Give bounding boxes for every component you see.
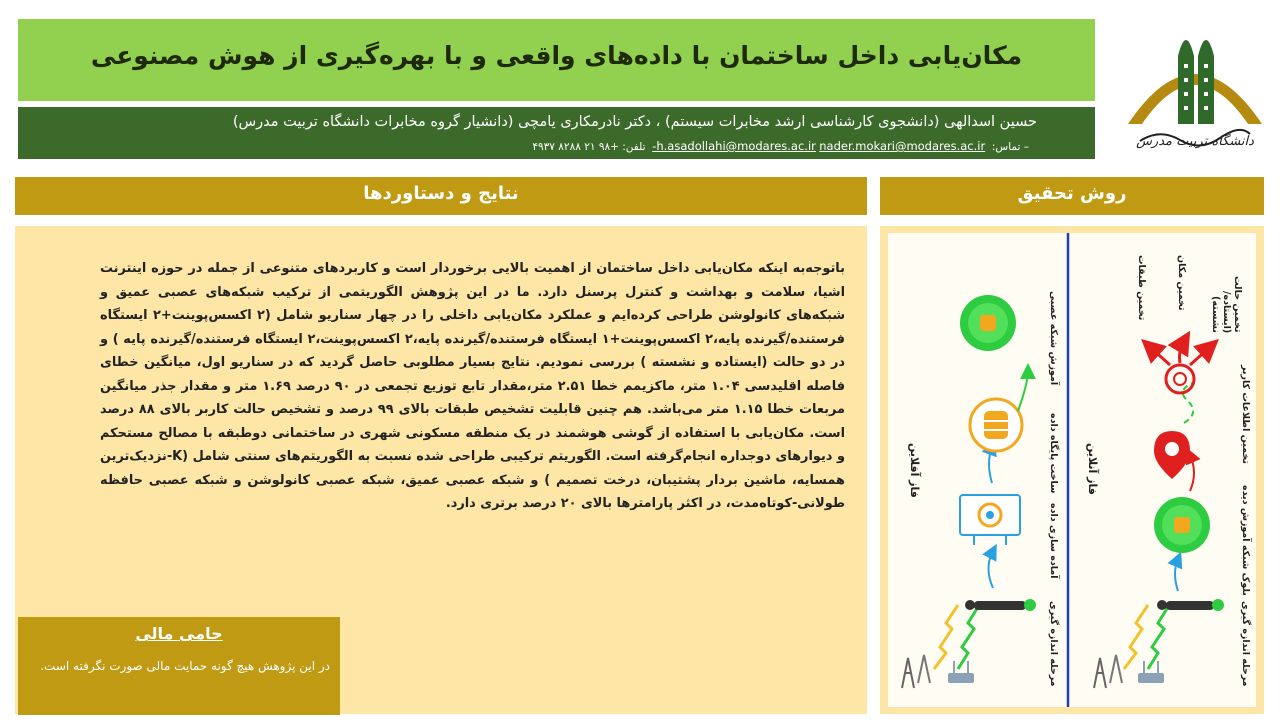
online-arrow-1 [1175,559,1178,591]
contact-line [532,139,1029,153]
email-link-mokari[interactable]: nader.mokari@modares.ac.ir- [652,139,986,153]
university-logo [1120,16,1270,158]
funding-box [18,617,340,715]
results-body: باتوجه‌به اینکه مکان‌یابی داخل ساختمان از اهمیت بالایی برخوردار است و کاربردهای متنوعی از جمله در حوزه اینترنت اشیا، سلامت و بهداشت و کنترل پرسنل دارد. ما در این پژوهش الگوریتمی از ترکیب شبکه‌های عصبی عمیق و شبکه‌های کانولوشن طراحی کرده‌ایم و عملکرد مکان‌یابی داخلی را در چهار سناریو شامل (۲ اکسس‌پوینت+۲ ایستگاه فرستنده/گیرنده پایه،۲ اکسس‌پوینت+۱ ایستگاه فرستنده/گیرنده پایه،۲ اکسس‌پوینت،۲ ایستگاه فرستنده/گیرنده پایه ) و در دو حالت (ایستاده و نشسته ) بررسی نمودیم. نتایج بسیار مطلوبی حاصل گردید که در سناریو اول، میانگین خطای فاصله اقلیدسی ۱.۰۴ متر، ماکزیمم خطا ۲.۵۱ متر،مقدار تابع توزیع تجمعی در ۹۰ درصد ۱.۶۹ متر و مقدار جذر میانگین مربعات خطا ۱.۱۵ متر می‌باشد. هم چنین قابلیت تشخیص طبقات بالای ۹۹ درصد و تشخیص حالت کاربر بالای ۸۸ درصد است. مکان‌یابی با استفاده از گوشی هوشمند در یک منطقه مسکونی شهری در ساختمانی دوطبقه با مصالح مستحکم و دیوارهای دوجداره انجام‌گرفته است. الگوریتم ترکیبی طراحی شده نسبت به الگوریتم‌های سنتی شامل (K-نزدیک‌ترین همسایه، ماشین بردار پشتیبان، درخت تصمیم ) و شبکه عصبی عمیق، شبکه عصبی کانولوشن و شبکه عصبی حافظه طولانی-کوتاه‌مدت، در اکثر پارامترها بالای ۲۰ درصد برتری دارد. [100,261,846,511]
output-state: تخمین حالت (ایستاده/ نشسته) [1210,276,1243,333]
output-arrow-state [1190,347,1210,365]
offline-phase-label: فاز آفلاین [908,443,921,498]
offline-step-prepare: آماده سازی داده [1048,503,1059,579]
results-section-header [15,177,867,215]
output-arrow-location [1180,341,1185,363]
output-arrow-floors [1150,347,1170,365]
funding-title: حامی مالی [135,624,223,643]
phone-number: +۹۸ ۲۱ ۸۲۸۸ ۴۹۳۷ [532,141,619,153]
online-step-measure: مرحله اندازه گیری [1240,601,1251,687]
online-arrow-2 [1190,455,1194,491]
offline-arrow-1 [989,551,994,588]
online-step-network: بلوک شبکه آموزش دیده [1240,485,1251,596]
method-section-header [880,177,1264,215]
title-banner [18,19,1095,101]
logo-caption: دانشگاه تربیت مدرس [1136,134,1254,149]
results-title: نتایج و دستاوردها [363,183,519,204]
page-title: مکان‌یابی داخل ساختمان با داده‌های واقعی و با بهره‌گیری از هوش مصنوعی [90,41,1023,70]
database-icon [970,399,1022,451]
contact-label: – تماس: [991,141,1029,153]
offline-arrow-2 [989,447,992,483]
online-step-estimate: تخمین اطلاعات کاربر [1240,365,1251,464]
authors-banner [18,107,1095,159]
neural-network-icon [960,295,1016,351]
offline-step-measure: مرحله اندازه گیری [1048,601,1059,687]
email-link-asadollahi[interactable]: h.asadollahi@modares.ac.ir [656,139,816,153]
authors-text: حسین اسدالهی (دانشجوی کارشناسی ارشد مخابرات سیستم) ، دکتر نادرمکاری یامچی (دانشیار گروه مخابرات دانشگاه تربیت مدرس) [232,114,1037,130]
method-panel [880,226,1264,714]
offline-step-train: آموزش شبکه عصبی [1048,291,1059,386]
online-phase-label: فاز آنلاین [1086,443,1099,495]
offline-step-database: ساخت پایگاه داده [1048,413,1059,494]
method-diagram [888,233,1256,707]
offline-signal-icon [934,605,978,669]
offline-tower-icon [902,655,930,688]
output-floors: تخمین طبقات [1136,255,1147,321]
phone-label: تلفن: [622,141,646,153]
method-title: روش تحقیق [1017,183,1127,204]
trained-network-icon [1154,497,1210,553]
offline-arrow-3 [1018,371,1028,411]
funding-body: در این پژوهش هیچ گونه حمایت مالی صورت نگرفته است. [40,659,330,673]
output-location: تخمین مکان [1176,255,1187,311]
method-diagram-graphics [888,233,1256,707]
location-pin-icon [1154,431,1190,479]
data-preparation-icon [960,495,1020,545]
online-tower-icon [1094,655,1122,688]
offline-user-phone-icon [965,599,1036,611]
position-ring-icon [1166,365,1194,393]
online-signal-icon [1124,605,1168,669]
